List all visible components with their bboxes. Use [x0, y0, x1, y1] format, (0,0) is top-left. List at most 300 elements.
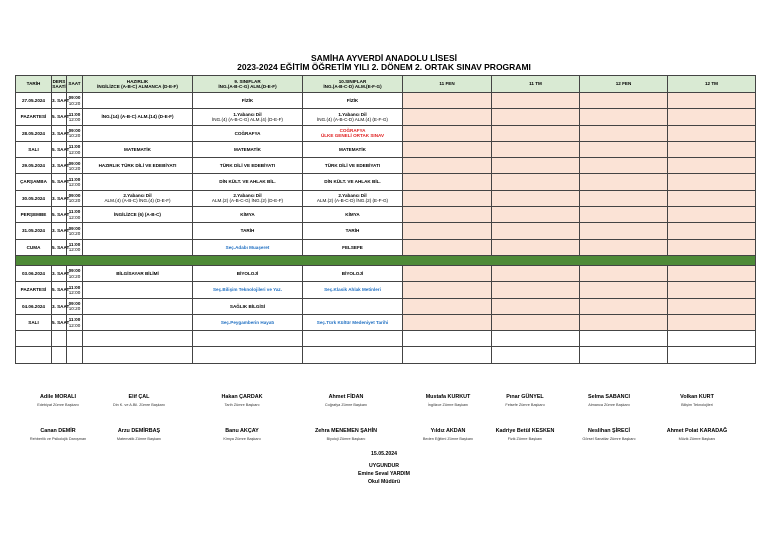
period-cell-line: 3. SAAT — [52, 303, 70, 309]
time-cell-line: 12:00 — [68, 214, 81, 220]
grade9-cell — [193, 174, 303, 190]
fen12-cell — [580, 141, 668, 157]
prep-cell — [83, 158, 193, 174]
table-row — [16, 298, 756, 314]
period-cell — [52, 190, 70, 206]
grade10-cell — [303, 174, 403, 190]
fen12-cell — [580, 314, 668, 330]
fen12-cell — [580, 109, 668, 125]
grade10-cell — [303, 239, 403, 255]
time-cell-line: 09:00 — [68, 193, 81, 199]
date-cell — [16, 190, 52, 206]
grade9-cell-line: SAĞLIK BİLGİSİ — [229, 303, 266, 309]
grade10-cell — [303, 190, 403, 206]
tm11-cell — [492, 314, 580, 330]
grade10-cell-line: TARİH — [345, 228, 360, 234]
fen12-cell — [580, 93, 668, 109]
empty-cell — [16, 331, 52, 347]
row1-signature — [94, 394, 184, 407]
period-cell — [52, 282, 70, 298]
grade10-cell — [303, 207, 403, 223]
signatory-title: Kimya Zümre Başkanı — [223, 437, 261, 441]
prep-cell — [83, 265, 193, 281]
period-cell — [52, 174, 70, 190]
date-cell-line: 04.06.2024 — [22, 303, 45, 309]
grade9-cell — [193, 109, 303, 125]
fen12-cell — [580, 190, 668, 206]
grade10-cell-line: 1.Yabancı Dil — [338, 111, 367, 117]
signatory-title: İngilizce Zümre Başkanı — [427, 403, 469, 407]
empty-cell — [580, 347, 668, 363]
tm11-cell — [492, 239, 580, 255]
row2-signature — [13, 428, 103, 441]
row2-signature — [94, 428, 184, 441]
date-cell-line: ÇARŞAMBA — [20, 179, 47, 185]
signatory-name: Adile MORALI — [40, 394, 76, 400]
grade10-cell-line: KİMYA — [345, 212, 360, 218]
grade9-cell-line: FİZİK — [241, 98, 254, 103]
tm11-cell — [492, 223, 580, 239]
table-row — [16, 174, 756, 190]
period-cell — [52, 125, 70, 141]
grade9-cell-line: COĞRAFYA — [234, 130, 261, 136]
fen11-cell — [403, 109, 492, 125]
grade9-cell — [193, 265, 303, 281]
time-cell-line: 10:20 — [68, 165, 81, 171]
date-cell-line: 29.05.2024 — [22, 163, 45, 169]
header-sinif9-sub: İNG.(A-B-C-G) ALM.(D-E-F) — [218, 84, 277, 89]
grade9-cell — [193, 314, 303, 330]
footer-uygundur: UYGUNDUR — [369, 463, 399, 469]
signatory-name: Ahmet FİDAN — [328, 394, 364, 400]
time-cell-line: 10:20 — [68, 306, 81, 312]
grade10-cell-line: ÜLKE GENELİ ORTAK SINAV — [320, 133, 385, 139]
week-separator — [16, 255, 756, 265]
time-cell-line: 09:00 — [68, 268, 81, 274]
signatory-title: Bilişim Teknolojileri — [681, 403, 713, 407]
time-cell-line: 10:20 — [68, 100, 81, 106]
header-hazirlik-label: HAZIRLIK — [126, 78, 149, 84]
tm11-cell — [492, 207, 580, 223]
time-cell — [67, 207, 83, 223]
tm12-cell — [668, 174, 756, 190]
prep-cell-line: BİLGİSAYAR BİLİMİ — [116, 270, 159, 276]
date-cell — [16, 93, 52, 109]
empty-cell — [403, 347, 492, 363]
time-cell-line: 09:00 — [68, 300, 81, 306]
grade9-cell — [193, 125, 303, 141]
date-cell — [16, 314, 52, 330]
table-row — [16, 93, 756, 109]
empty-cell — [303, 347, 403, 363]
grade10-cell — [303, 223, 403, 239]
tm11-cell — [492, 125, 580, 141]
grade10-cell-line: TÜRK DİLİ VE EDEBİYATI — [324, 163, 381, 169]
time-cell-line: 11:00 — [68, 209, 81, 215]
table-row — [16, 265, 756, 281]
header-11-tm: 11 TM — [492, 76, 580, 93]
signatory-name: Ahmet Polat KARADAĞ — [666, 428, 728, 434]
prep-cell-line: İNG.(14) (A-B-C) ALM.(14) (D-E-F) — [101, 114, 174, 120]
period-cell-line: 5. SAAT — [52, 179, 70, 185]
empty-row — [16, 347, 756, 363]
period-cell — [52, 239, 70, 255]
signatory-name: Selma SABANCI — [588, 394, 630, 400]
tm11-cell — [492, 265, 580, 281]
row1-signature — [197, 394, 287, 407]
fen11-cell — [403, 223, 492, 239]
period-cell-line: 5. SAAT — [52, 244, 70, 250]
signatory-title: Rehberlik ve Psikolojik Danışman — [29, 437, 87, 441]
grade10-cell — [303, 125, 403, 141]
row1-signature — [652, 394, 742, 407]
signatory-title: Felsefe Zümre Başkanı — [505, 403, 545, 407]
signatory-name: Pınar GÜNYEL — [506, 394, 544, 400]
grade9-cell — [193, 298, 303, 314]
time-cell — [67, 265, 83, 281]
empty-cell — [52, 331, 67, 347]
time-cell — [67, 190, 83, 206]
date-cell-line: 30.05.2024 — [22, 195, 45, 201]
row2-signature — [480, 428, 570, 441]
tm12-cell — [668, 298, 756, 314]
fen11-cell — [403, 93, 492, 109]
fen12-cell — [580, 207, 668, 223]
date-cell — [16, 109, 52, 125]
grade9-cell-line: MATEMATİK — [234, 146, 261, 152]
grade9-cell — [193, 239, 303, 255]
empty-row — [16, 331, 756, 347]
grade10-cell — [303, 298, 403, 314]
fen11-cell — [403, 239, 492, 255]
signatory-title: Edebiyat Zümre Başkanı — [37, 403, 79, 407]
grade10-cell — [303, 158, 403, 174]
period-cell-line: 5. SAAT — [52, 146, 70, 152]
prep-cell — [83, 298, 193, 314]
time-cell-line: 11:00 — [68, 284, 81, 290]
fen12-cell — [580, 265, 668, 281]
date-cell — [16, 298, 52, 314]
period-cell — [52, 265, 70, 281]
date-cell-line: 28.05.2024 — [22, 130, 45, 136]
table-row — [16, 141, 756, 157]
row2-signature — [652, 428, 742, 441]
empty-cell — [668, 331, 756, 347]
signatory-title: Müzik Zümre Başkanı — [678, 437, 716, 441]
signatory-title: Görsel Sanatlar Zümre Başkanı — [582, 437, 636, 441]
grade10-cell-line: BİYOLOJİ — [341, 270, 364, 276]
fen11-cell — [403, 207, 492, 223]
empty-cell — [668, 347, 756, 363]
fen11-cell — [403, 174, 492, 190]
fen11-cell — [403, 141, 492, 157]
prep-cell-line: MATEMATİK — [124, 146, 151, 152]
date-cell — [16, 141, 52, 157]
date-cell — [16, 207, 52, 223]
signatory-name: Volkan KURT — [680, 394, 714, 400]
time-cell-line: 12:00 — [68, 289, 81, 295]
date-cell-line: 31.05.2024 — [22, 228, 45, 234]
time-cell-line: 11:00 — [68, 144, 81, 150]
signatory-title: Tarih Zümre Başkanı — [224, 403, 260, 407]
fen11-cell — [403, 190, 492, 206]
signatory-name: Elif ÇAL — [128, 394, 150, 400]
time-cell-line: 10:20 — [68, 198, 81, 204]
grade10-cell-line: MATEMATİK — [339, 146, 366, 152]
program-title: 2023-2024 EĞİTİM ÖĞRETİM YILI 2. DÖNEM 2. ORTAK SINAV PROGRAMI — [237, 62, 531, 72]
fen12-cell — [580, 158, 668, 174]
time-cell-line: 11:00 — [68, 111, 81, 117]
grade9-cell — [193, 141, 303, 157]
fen12-cell — [580, 298, 668, 314]
prep-cell — [83, 314, 193, 330]
header-sinif9 — [193, 76, 303, 93]
empty-cell — [16, 347, 52, 363]
period-cell — [52, 314, 70, 330]
time-cell — [67, 239, 83, 255]
exam-schedule-table — [15, 75, 756, 364]
prep-cell — [83, 125, 193, 141]
prep-cell-line: 2.Yabancı Dil — [123, 193, 152, 199]
time-cell-line: 12:00 — [68, 247, 81, 253]
tm12-cell — [668, 125, 756, 141]
prep-cell-line: HAZIRLIK TÜRK DİLİ VE EDEBİYATI — [98, 163, 177, 169]
date-cell — [16, 223, 52, 239]
header-hazirlik — [83, 76, 193, 93]
header-sinif9-label: 9. SINIFLAR — [234, 78, 261, 84]
prep-cell — [83, 223, 193, 239]
grade9-cell-line: İNG.(4) (A-B-C-G) ALM.(4) (D-E-F) — [212, 116, 283, 122]
period-cell-line: 5. SAAT — [52, 212, 70, 218]
signatory-name: Neslihan ŞİRECİ — [588, 428, 630, 434]
row2-signature — [197, 428, 287, 441]
period-cell — [52, 158, 70, 174]
school-title: SAMİHA AYVERDİ ANADOLU LİSESİ — [310, 53, 458, 63]
grade9-cell-line: Seç.Adabı Muaşeret — [225, 244, 270, 250]
tm11-cell — [492, 141, 580, 157]
footer-date: 15.05.2024 — [371, 451, 397, 457]
time-cell-line: 11:00 — [68, 317, 81, 323]
prep-cell — [83, 141, 193, 157]
tm11-cell — [492, 174, 580, 190]
tm11-cell — [492, 190, 580, 206]
tm12-cell — [668, 141, 756, 157]
empty-cell — [193, 347, 303, 363]
period-cell-line: 3. SAAT — [52, 130, 70, 136]
table-row — [16, 158, 756, 174]
tm11-cell — [492, 282, 580, 298]
prep-cell-line: İNGİLİZCE (6) (A-B-C) — [114, 212, 161, 218]
date-cell-line: CUMA — [26, 244, 41, 250]
date-cell-line: PERŞEMBE — [20, 212, 47, 218]
header-saat: SAAT — [67, 76, 83, 93]
date-cell — [16, 282, 52, 298]
period-cell-line: 3. SAAT — [52, 228, 70, 234]
prep-cell — [83, 282, 193, 298]
time-cell — [67, 158, 83, 174]
grade10-cell — [303, 282, 403, 298]
fen11-cell — [403, 314, 492, 330]
grade9-cell — [193, 282, 303, 298]
time-cell — [67, 314, 83, 330]
fen11-cell — [403, 125, 492, 141]
empty-cell — [492, 331, 580, 347]
grade10-cell — [303, 109, 403, 125]
empty-cell — [52, 347, 67, 363]
period-cell-line: 3. SAAT — [52, 270, 70, 276]
row1-signature — [564, 394, 654, 407]
header-hazirlik-sub: İNGİLİZCE (A-B-C) ALMANCA (D-E-F) — [97, 84, 178, 89]
table-row — [16, 109, 756, 125]
signatory-title: Beden Eğitimi Zümre Başkanı — [422, 437, 474, 441]
grade10-cell — [303, 141, 403, 157]
tm12-cell — [668, 314, 756, 330]
period-cell — [52, 109, 70, 125]
signatory-title: Almanca Zümre Başkanı — [588, 403, 630, 407]
tm11-cell — [492, 109, 580, 125]
signatory-title: Coğrafya Zümre Başkanı — [324, 403, 368, 407]
grade9-cell-line: DİN KÜLT. VE AHLAK BİL. — [219, 179, 276, 185]
tm11-cell — [492, 298, 580, 314]
time-cell-line: 12:00 — [68, 322, 81, 328]
time-cell-line: 11:00 — [68, 242, 81, 248]
week-separator-bar — [16, 255, 756, 265]
fen12-cell — [580, 174, 668, 190]
signatory-name: Mustafa KURKUT — [425, 394, 471, 400]
time-cell-line: 12:00 — [68, 182, 81, 188]
grade10-cell — [303, 314, 403, 330]
empty-cell — [67, 347, 83, 363]
time-cell-line: 10:20 — [68, 231, 81, 237]
grade9-cell-line: ALM.(2) (A-B-C-G) İNG.(2) (D-E-F) — [211, 198, 284, 204]
date-cell-line: 03.06.2024 — [22, 270, 45, 276]
time-cell-line: 12:00 — [68, 149, 81, 155]
signatory-name: Canan DEMİR — [40, 428, 76, 434]
header-sinif10-sub: İNG.(A-B-C-D) ALM.(E-F-G) — [323, 84, 382, 89]
footer-role: Okul Müdürü — [368, 479, 400, 485]
tm12-cell — [668, 282, 756, 298]
signatory-name: Zehra MENEMEN ŞAHİN — [314, 428, 377, 434]
tm12-cell — [668, 109, 756, 125]
fen11-cell — [403, 282, 492, 298]
row1-signature — [13, 394, 103, 407]
signatory-name: Kadriye Betül KESKEN — [495, 428, 555, 434]
grade9-cell-line: KİMYA — [240, 212, 255, 218]
time-cell — [67, 282, 83, 298]
table-row — [16, 190, 756, 206]
signatory-name: Arzu DEMİRBAŞ — [117, 428, 161, 434]
tm12-cell — [668, 239, 756, 255]
grade10-cell-line: 2.Yabancı Dil — [338, 193, 367, 199]
period-cell — [52, 141, 70, 157]
grade10-cell-line: FİZİK — [346, 98, 359, 103]
prep-cell — [83, 239, 193, 255]
row1-signature — [480, 394, 570, 407]
header-row — [16, 76, 756, 93]
period-cell-line: 3. SAAT — [52, 163, 70, 169]
fen11-cell — [403, 265, 492, 281]
grade10-cell-line: İNG.(4) (A-B-C-D) ALM.(4) (E-F-G) — [317, 116, 388, 122]
header-sinif10 — [303, 76, 403, 93]
fen12-cell — [580, 282, 668, 298]
prep-cell — [83, 207, 193, 223]
period-cell — [52, 93, 70, 109]
grade10-cell-line: COĞRAFYA — [339, 127, 366, 133]
signatory-title: Fizik Zümre Başkanı — [507, 437, 543, 441]
date-cell — [16, 158, 52, 174]
header-12-fen: 12 FEN — [580, 76, 668, 93]
grade10-cell — [303, 265, 403, 281]
time-cell-line: 11:00 — [68, 176, 81, 182]
time-cell — [67, 93, 83, 109]
date-cell — [16, 125, 52, 141]
tm12-cell — [668, 265, 756, 281]
footer-principal: Emine Seval YARDIM — [358, 471, 410, 477]
time-cell-line: 10:20 — [68, 273, 81, 279]
row2-signature — [564, 428, 654, 441]
date-cell-line: SALI — [28, 146, 39, 152]
table-row — [16, 207, 756, 223]
tm12-cell — [668, 158, 756, 174]
grade10-cell-line: Seç.Klasik Ahlak Metinleri — [324, 287, 381, 293]
fen12-cell — [580, 125, 668, 141]
date-cell-line: PAZARTESİ — [20, 114, 47, 120]
empty-cell — [83, 331, 193, 347]
fen11-cell — [403, 298, 492, 314]
time-cell-line: 09:00 — [68, 127, 81, 133]
period-cell — [52, 223, 70, 239]
grade9-cell-line: BİYOLOJİ — [236, 270, 259, 276]
grade9-cell-line: TÜRK DİLİ VE EDEBİYATI — [219, 163, 276, 169]
tm12-cell — [668, 207, 756, 223]
signatory-title: Biyoloji Zümre Başkanı — [326, 437, 366, 441]
time-cell-line: 09:00 — [68, 95, 81, 101]
time-cell — [67, 125, 83, 141]
date-cell-line: 27.05.2024 — [22, 98, 45, 103]
grade9-cell — [193, 207, 303, 223]
grade9-cell — [193, 158, 303, 174]
signatory-name: Yıldız AKDAN — [430, 428, 466, 434]
table-row — [16, 282, 756, 298]
period-cell-line: 3. SAAT — [52, 195, 70, 201]
time-cell — [67, 298, 83, 314]
header-12-tm: 12 TM — [668, 76, 756, 93]
grade9-cell-line: Seç.Bilişim Teknolojileri ve Yaz. — [212, 287, 283, 293]
tm12-cell — [668, 223, 756, 239]
time-cell — [67, 109, 83, 125]
empty-cell — [492, 347, 580, 363]
time-cell-line: 09:00 — [68, 225, 81, 231]
empty-cell — [83, 347, 193, 363]
empty-cell — [303, 331, 403, 347]
row2-signature — [301, 428, 391, 441]
fen11-cell — [403, 158, 492, 174]
grade9-cell-line: 1.Yabancı Dil — [233, 111, 262, 117]
grade9-cell-line: TARİH — [240, 228, 255, 234]
table-row — [16, 239, 756, 255]
header-sinif10-label: 10.SINIFLAR — [338, 78, 367, 84]
table-row — [16, 314, 756, 330]
table-row — [16, 223, 756, 239]
time-cell-line: 09:00 — [68, 160, 81, 166]
schedule-body — [16, 93, 756, 364]
time-cell — [67, 174, 83, 190]
header-11-fen: 11 FEN — [403, 76, 492, 93]
grade10-cell-line: FELSEFE — [342, 244, 363, 250]
fen12-cell — [580, 239, 668, 255]
grade9-cell — [193, 223, 303, 239]
header-tarih: TARİH — [16, 76, 52, 93]
